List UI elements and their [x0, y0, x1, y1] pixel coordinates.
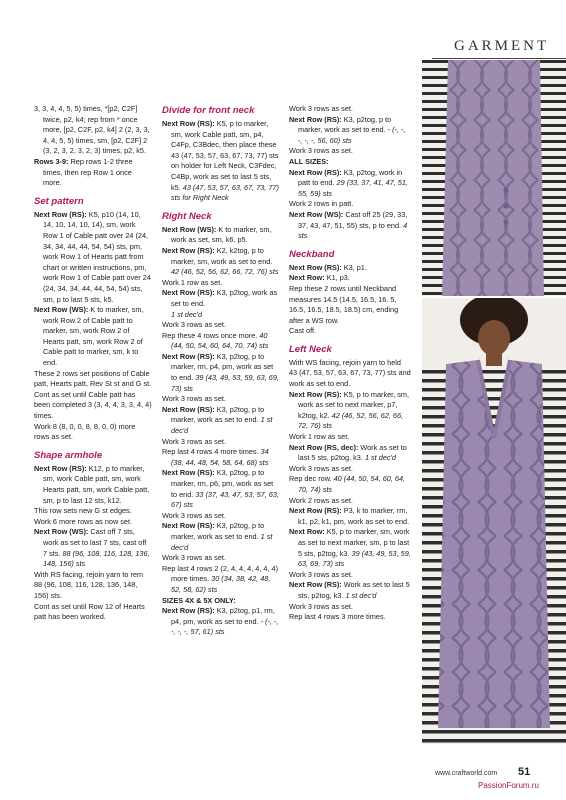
model-illustration — [422, 298, 566, 744]
side-view-illustration — [422, 60, 566, 296]
website-url: www.craftworld.com — [435, 770, 498, 777]
row-label: Next Row (RS): — [289, 389, 342, 399]
stitch-count: 39 (43, 49, 53, 59, 63, 69, 73) sts — [298, 548, 411, 569]
heading-right-neck: Right Neck — [162, 210, 212, 222]
column-3 — [289, 104, 411, 623]
instruction-row — [162, 246, 280, 278]
instruction-row — [162, 352, 280, 394]
row-label: Next Row (WS): — [34, 527, 89, 537]
row-text: Cast off 7 sts, work as set to last 7 sts, cast off 7 sts. — [43, 527, 147, 558]
stitch-count: 1 st dec'd — [171, 309, 203, 319]
paragraph — [289, 474, 411, 495]
stitch-count: 34 (38, 44, 48, 54, 58, 64, 68) sts — [171, 447, 269, 467]
instruction-row — [289, 527, 411, 569]
instruction-row — [162, 521, 280, 553]
paragraph: Work 3 rows as set. — [289, 463, 353, 473]
paragraph: Work 3 rows as set. — [289, 601, 353, 611]
row-text: K3, p2tog, p to marker, rm, p6, pm, work as set to end. — [171, 468, 274, 499]
column-2 — [162, 104, 280, 638]
stitch-count: 29 (33, 37, 41, 47, 51, 55, 59) sts — [298, 178, 408, 198]
paragraph: Work 3 rows as set. — [162, 553, 226, 563]
row-text: K5, p10 (14, 10, 14, 10, 14, 10, 14), sm, work Row 1 of Cable patt over 24 (24, 34, 34, 44, 44, 54, 54) sts, pm, work Row 1 of Hearts patt from chart or written instructions, pm, work Row 1 of Cable patt over 24 (24, 34, 34, 44, 44, 54, 54) sts, sm, p to last 5 sts, k5. — [43, 209, 151, 304]
row-text: Work as set to last 5 sts, p2tog, k3. — [298, 580, 410, 600]
side-view-photo — [422, 60, 566, 296]
paragraph: Work 3 rows as set. — [289, 146, 353, 156]
row-text: K12, p to marker, sm, work Cable patt, sm, work Hearts patt, sm, work Cable patt, sm, p to last 12 sts, k12. — [43, 463, 150, 505]
paragraph — [162, 331, 280, 352]
model-photo — [422, 298, 566, 744]
button-2 — [503, 203, 508, 208]
paragraph: Work 8 (8, 0, 0, 8, 8, 0, 0) more rows as set. — [34, 421, 136, 442]
row-text: Rep these 4 rows once more. — [162, 330, 260, 340]
row-text: K3, p2tog, p to marker, rm, p4, pm, work as set to end. — [171, 351, 274, 383]
paragraph: Cont as set until Row 12 of Hearts patt has been worked. — [34, 601, 145, 622]
row-label: Next Row (RS): — [162, 521, 215, 531]
stitch-count: 43 (47, 53, 57, 63, 67, 73, 77) sts for Right Neck — [171, 182, 279, 203]
paragraph: Work 1 row as set. — [162, 277, 223, 287]
instruction-row — [34, 527, 152, 569]
instruction-row — [162, 606, 280, 638]
row-text: Rep last 4 rows 2 (2, 4, 4, 4, 4, 4, 4) more times. — [162, 563, 278, 584]
instruction-row — [34, 464, 152, 506]
rows-3-9 — [34, 157, 152, 189]
row-text: K5, p to marker, sm, work Cable patt, sm, p4, C4Fp, C3Bdec, then place these 43 (47, 53, 57, 63, 67, 73, 77) sts on holder for Left Neck, C3Fdec, C4Bp, work as set to last 5 sts, k5. — [171, 119, 279, 192]
instruction-row — [289, 506, 411, 527]
instruction-row — [289, 263, 411, 274]
paragraph: Work 1 row as set. — [289, 432, 350, 442]
stitch-count: - (-, -, -, -, -, 56, 60) sts — [298, 125, 406, 145]
paragraph: Rep these 2 rows until Neckband measures 14.5 (14.5, 16.5, 16. 5, 16.5, 16.5, 18.5, 18.5) cm, ending after a WS row. — [289, 283, 399, 325]
row-label: Next Row (WS): — [162, 224, 217, 234]
row-text: K3, p2tog, p to marker, work as set to end. — [171, 404, 265, 425]
instruction-row — [289, 273, 411, 284]
all-sizes-heading: ALL SIZES: — [289, 156, 329, 166]
stitch-count: 42 (46, 52, 56, 62, 66, 72, 76) sts — [298, 410, 404, 431]
continued-text: 3, 3, 4, 4, 5, 5) times, *[p2, C2F] twice, p2, k4; rep from * once more, [p2, C2F, p2, k4] 2 (2, 3, 3, 4, 4, 5, 5) times, sm, [p2, C2F] 2 (3, 2, 3, 2, 3, 2, 3) times, p2, k5. — [34, 104, 150, 156]
paragraph: Work 3 rows as set. — [162, 436, 226, 446]
sizes-heading: SIZES 4X & 5X ONLY: — [162, 595, 236, 605]
heading-shape-armhole: Shape armhole — [34, 449, 103, 461]
stitch-count: 1 st dec'd — [364, 453, 396, 463]
row-text: Work as set to last 5 sts, p2tog, k3. — [298, 442, 407, 463]
row-text: K3, p1. — [341, 262, 367, 272]
instruction-row — [34, 210, 152, 305]
row-label: Next Row (RS): — [289, 506, 342, 516]
page-number: 51 — [518, 766, 531, 778]
paragraph: This row sets new G st edges. — [34, 506, 132, 516]
instruction-row — [289, 115, 411, 147]
row-text: K5, p to marker, sm, work as set to next marker, p7, k2tog, k2. — [298, 389, 410, 420]
row-text: K to marker, sm, work as set, sm, k6, p5. — [171, 224, 272, 245]
neck — [486, 352, 502, 366]
row-label: Next Row (RS): — [162, 119, 215, 128]
row-label: Next Row (RS): — [289, 114, 342, 124]
row-text: K3, p2tog, p to marker, work as set to end. — [298, 114, 392, 135]
row-text: Rep last 4 rows 4 more times. — [162, 447, 261, 457]
row-label: Next Row (RS): — [162, 245, 215, 255]
row-label: Next Row (RS): — [162, 288, 215, 298]
vest-body — [442, 60, 544, 296]
row-label: Next Row (WS): — [289, 209, 344, 219]
instruction-row — [162, 119, 280, 204]
row-text: K3, p2tog, work in patt to end. — [298, 167, 403, 188]
stitch-count: 33 (37, 43, 47, 53, 57, 63, 67) sts — [171, 489, 279, 510]
row-text: Rep dec row. — [289, 474, 334, 484]
instruction-row — [162, 288, 280, 320]
instruction-row — [289, 210, 411, 242]
row-text: K3, p2tog, p1, rm, p4, pm, work as set to end. — [171, 606, 275, 626]
stitch-count: 1 st dec'd — [345, 590, 377, 600]
paragraph: Work 6 more rows as now set. — [34, 516, 132, 526]
row-label: Next Row (RS): — [289, 167, 342, 177]
paragraph: Work 3 rows as set. — [289, 569, 353, 579]
row-text: K2, k2tog, p to marker, sm, work as set to end. — [171, 245, 273, 266]
row-label: Next Row (WS): — [34, 305, 89, 315]
row-text: K3, p2tog, work as set to end. — [171, 288, 278, 308]
stitch-count: - (-, -, -, -, -, 57, 61) sts — [171, 616, 279, 637]
watermark: PassionForum.ru — [478, 781, 539, 790]
heading-divide-front-neck: Divide for front neck — [162, 105, 255, 116]
row-label: Rows 3-9: — [34, 156, 69, 166]
row-label: Next Row (RS): — [34, 209, 87, 219]
row-text: Cast off 25 (29, 33, 37, 43, 47, 51, 55) sts, p to end. — [298, 209, 408, 230]
button-1 — [503, 187, 508, 192]
paragraph: Work 2 rows in patt. — [289, 199, 354, 209]
row-text: Rep rows 1-2 three times, then rep Row 1 once more. — [43, 156, 133, 188]
paragraph: These 2 rows set positions of Cable patt, Hearts patt, Rev St st and G st. — [34, 368, 152, 389]
stitch-count: 1 st dec'd — [171, 415, 273, 436]
row-label: Next Row (RS): — [162, 404, 215, 414]
row-label: Next Row (RS): — [34, 463, 87, 473]
row-label: Next Row (RS): — [289, 262, 342, 272]
section-title: GARMENT — [454, 38, 550, 54]
instruction-row — [289, 580, 411, 601]
row-label: Next Row: — [289, 527, 325, 537]
paragraph: Work 3 rows as set. — [162, 320, 226, 330]
button-3 — [503, 219, 508, 224]
row-label: Next Row (RS, dec): — [289, 442, 359, 452]
stitch-count: 88 (96, 108, 116, 128, 136, 148, 156) sts — [43, 548, 150, 569]
instruction-row — [289, 168, 411, 200]
paragraph: Work 2 rows as set. — [289, 495, 353, 505]
instruction-row — [34, 305, 152, 369]
paragraph: Cont as set until Cable patt has been completed 3 (3, 4, 4, 3, 3, 4, 4) times. — [34, 389, 152, 421]
instruction-row — [162, 468, 280, 510]
paragraph: Work 3 rows as set. — [289, 104, 353, 113]
row-label: Next Row (RS): — [289, 580, 342, 590]
row-label: Next Row: — [289, 273, 325, 283]
instruction-row — [289, 390, 411, 432]
heading-neckband: Neckband — [289, 248, 335, 260]
stitch-count: 40 (44, 50, 54, 60, 64, 70, 74) sts — [171, 330, 269, 351]
stitch-count: 40 (44, 50, 54, 60, 64, 70, 74) sts — [298, 474, 406, 494]
row-label: Next Row (RS): — [162, 468, 215, 478]
paragraph: With RS facing, rejoin yarn to rem 88 (96, 108, 116, 128, 136, 148, 156) sts. — [34, 569, 144, 600]
face — [478, 320, 510, 356]
paragraph — [162, 447, 280, 468]
paragraph — [162, 564, 280, 596]
row-text: K3, p2tog, p to marker, work as set to end. — [171, 521, 265, 541]
row-label: Next Row (RS): — [162, 606, 215, 616]
row-text: K to marker, sm, work Row 2 of Cable patt to marker, sm, work Row 2 of Hearts patt, sm, work Row 2 of Cable patt to marker, sm, k to end. — [43, 305, 144, 368]
row-text: K1, p3. — [324, 273, 350, 283]
stitch-count: 1 st dec'd — [171, 531, 273, 552]
row-text: K5, p to marker, sm, work as set to next marker, sm, p to last 5 sts, p2tog, k3. — [298, 527, 410, 558]
heading-set-pattern: Set pattern — [34, 195, 84, 207]
paragraph: Rep last 4 rows 3 more times. — [289, 612, 386, 622]
stitch-count: 30 (34, 38, 42, 48, 52, 58, 62) sts — [171, 574, 271, 594]
paragraph: With WS facing, rejoin yarn to held 43 (47, 53, 57, 63, 67, 73, 77) sts and work as set to end. — [289, 357, 411, 389]
header-rule — [432, 58, 566, 59]
page-header — [0, 0, 566, 60]
row-text: P3, k to marker, rm, k1, p2, k1, pm, work as set to end. — [298, 506, 410, 526]
heading-left-neck: Left Neck — [289, 343, 332, 355]
row-label: Next Row (RS): — [162, 351, 215, 361]
paragraph: Work 3 rows as set. — [162, 510, 226, 520]
stitch-count: 42 (46, 52, 56, 62, 66, 72, 76) sts — [171, 267, 279, 277]
stitch-count: 39 (43, 49, 53, 59, 63, 69, 73) sts — [171, 373, 279, 393]
column-1 — [34, 104, 152, 623]
instruction-row — [162, 405, 280, 437]
paragraph: Work 3 rows as set. — [162, 394, 226, 404]
stitch-count: 4 sts — [298, 220, 408, 241]
paragraph: Cast off. — [289, 326, 317, 336]
instruction-row — [289, 443, 411, 464]
instruction-row — [162, 225, 280, 246]
